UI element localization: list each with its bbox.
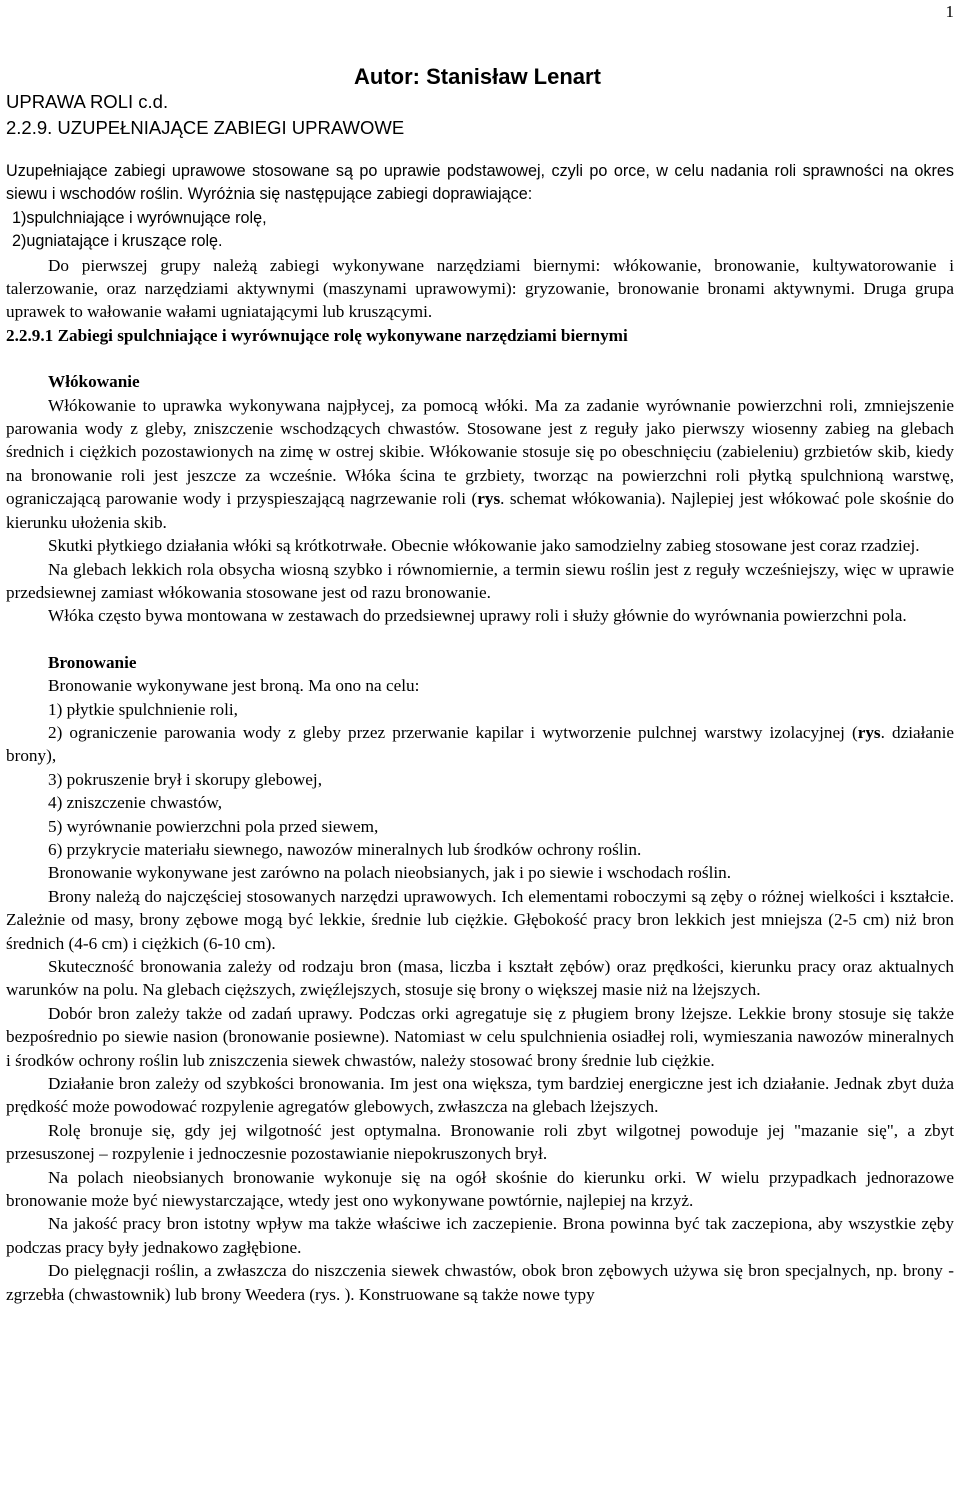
bronowanie-paragraph: Brony należą do najczęściej stosowanych narzędzi uprawowych. Ich elementami roboczymi są zęby o różnej wielkości i kształcie. Zależnie od masy, brony zębowe mogą być lekkie, średnie lub ciężkie. Głębokość pracy bron lekkich jest mniejsza (2-5 cm) niż bron średnich (4-6 cm) i ciężkich (6-10 cm). <box>6 886 954 953</box>
list-item-text-b: . działanie brony), <box>6 722 954 766</box>
wlokowanie-heading <box>6 370 954 393</box>
list-item: 1)spulchniające i wyrównujące rolę, <box>12 208 267 227</box>
bronowanie-intro: Bronowanie wykonywane jest broną. Ma ono na celu: <box>48 676 420 696</box>
list-item: 1) płytkie spulchnienie roli, <box>48 699 238 719</box>
list-item: 6) przykrycie materiału siewnego, nawozów mineralnych lub środków ochrony roślin. <box>48 839 642 859</box>
intro-text-1: Uzupełniające zabiegi uprawowe stosowane są po uprawie podstawowej, czyli po orce, w celu nadania roli sprawności na okres siewu i wschodów roślin. <box>6 162 954 204</box>
bronowanie-paragraph: Rolę bronuje się, gdy jej wilgotność jest optymalna. Bronowanie roli zbyt wilgotnej powoduje jej "mazanie się", a zbyt przesuszonej – rozpylenie i jednoczesnie pozostawianie niepokruszonych brył. <box>6 1120 954 1164</box>
page-number: 1 <box>945 2 954 21</box>
wlokowanie-paragraph-3: Na glebach lekkich rola obsycha wiosną szybko i równomiernie, a termin siewu roślin jest z reguły wcześniejszy, więc w uprawie przedsiewnej zamiast włókowania stosowane jest od razu bronowanie. <box>6 559 954 602</box>
section-heading: 2.2.9. UZUPEŁNIAJĄCE ZABIEGI UPRAWOWE <box>6 117 405 138</box>
bronowanie-heading <box>6 651 954 674</box>
wlokowanie-title: Włókowanie <box>48 372 140 392</box>
bronowanie-paragraph: Do pielęgnacji roślin, a zwłaszcza do niszczenia siewek chwastów, obok bron zębowych używa się bron specjalnych, np. brony - zgrzebła (chwastownik) lub brony Weedera (rys. ). Konstruowane są także nowe typy <box>6 1261 954 1304</box>
bronowanie-paragraph: Bronowanie wykonywane jest zarówno na polach nieobsianych, jak i po siewie i wschodach roślin. <box>48 863 732 883</box>
intro-paragraph <box>6 160 954 207</box>
bronowanie-paragraph: Działanie bron zależy od szybkości bronowania. Im jest ona większa, tym bardziej energiczne jest ich działanie. Jednak zbyt duża prędkość może powodować rozpylenie agregatów glebowych, zwłaszcza na glebach lżejszych. <box>6 1074 954 1117</box>
bronowanie-paragraph: Dobór bron zależy także od zadań uprawy. Podczas orki agregatuje się z pługiem brony lżejsze. Lekkie brony stosuje się także bezpośrednio po siewie nasion (bronowanie posiewne). Natomiast w celu spulchnienia osiadłej roli, wymieszania nawozów mineralnych i środków ochrony roślin lub zniszczenia siewek chwastów, należy stosować brony średnie lub ciężkie. <box>6 1003 954 1070</box>
list-item: 3) pokruszenie brył i skorupy glebowej, <box>48 769 322 789</box>
wlokowanie-text-b: . schemat włókowania). Najlepiej jest włókować pole skośnie do kierunku ułożenia skib. <box>6 489 954 532</box>
bronowanie-paragraph: Na polach nieobsianych bronowanie wykonuje się na ogół skośnie do kierunku orki. W wielu przypadkach jednorazowe bronowanie może być niewystarczające, wtedy jest ono wykonywane powtórnie, najlepiej na krzyż. <box>6 1167 954 1211</box>
bronowanie-title: Bronowanie <box>48 652 137 672</box>
wlokowanie-text-a: Włókowanie to uprawka wykonywana najpłycej, za pomocą włóki. Ma za zadanie wyrównanie powierzchni roli, zmniejszenie parowania wody z gleby, zniszczenie wschodzących chwastów. Stosowane jest z reguły jako pierwszy wiosenny zabieg na glebach średnich i ciężkich pozostawionych na zimę w ostrej skibie. Włókowanie stosuje się po obeschnięciu (zabieleniu) grzbietów skib, kiedy na bronowanie roli jest jeszcze za wcześnie. Włóka ścina te grzbiety, tworząc na powierzchni roli płytką spulchnioną warstwę, ograniczającą parowanie wody i przyspieszającą nagrzewanie roli ( <box>6 395 954 509</box>
list-item: 5) wyrównanie powierzchni pola przed siewem, <box>48 816 379 836</box>
subsection-title-text: 2.2.9.1 Zabiegi spulchniające i wyrównujące rolę wykonywane narzędziami biernymi <box>6 325 628 345</box>
intro-paragraph-2: Do pierwszej grupy należą zabiegi wykonywane narzędziami biernymi: włókowanie, bronowanie, kultywatorowanie i talerzowanie, oraz narzędziami aktywnymi (maszynami uprawowymi): gryzowanie, bronowanie bronami aktywnymi. Druga grupa uprawek to wałowanie wałami ugniatającymi lub kruszącymi. <box>6 255 954 322</box>
list-item: 2)ugniatające i kruszące rolę. <box>12 232 223 251</box>
bronowanie-paragraph: Na jakość pracy bron istotny wpływ ma także właściwe ich zaczepienie. Brona powinna być tak zaczepiona, aby wszystkie zęby podczas pracy były jednakowo zagłębione. <box>6 1214 954 1257</box>
list-item: 4) zniszczenie chwastów, <box>48 793 223 813</box>
bronowanie-paragraph: Skuteczność bronowania zależy od rodzaju bron (masa, liczba i kształt zębów) oraz prędkości, kierunku pracy oraz aktualnych warunków na polu. Na glebach cięższych, zwięźlejszych, stosuje się brony o większej masie niż na lżejszych. <box>6 957 954 1000</box>
intro-text-2: Wyróżnia się następujące zabiegi doprawiające: <box>187 185 533 204</box>
subsection-title <box>6 324 954 347</box>
figure-ref: rys <box>857 722 881 742</box>
document-body <box>6 160 954 1306</box>
spacer <box>6 347 954 370</box>
figure-ref: rys <box>477 489 501 509</box>
chapter-title: UPRAWA ROLI c.d. <box>6 91 169 112</box>
author-line: Autor: Stanisław Lenart <box>354 64 601 89</box>
list-item <box>6 721 954 768</box>
wlokowanie-paragraph-1 <box>6 394 954 534</box>
wlokowanie-paragraph-4: Włóka często bywa montowana w zestawach do przedsiewnej uprawy roli i służy głównie do wyrównania powierzchni pola. <box>48 606 907 626</box>
list-item-text-a: 2) ograniczenie parowania wody z gleby przez przerwanie kapilar i wytworzenie pulchnej warstwy izolacyjnej ( <box>48 722 858 742</box>
spacer <box>6 628 954 651</box>
wlokowanie-paragraph-2: Skutki płytkiego działania włóki są krótkotrwałe. Obecnie włókowanie jako samodzielny zabieg stosowane jest coraz rzadziej. <box>48 536 920 556</box>
